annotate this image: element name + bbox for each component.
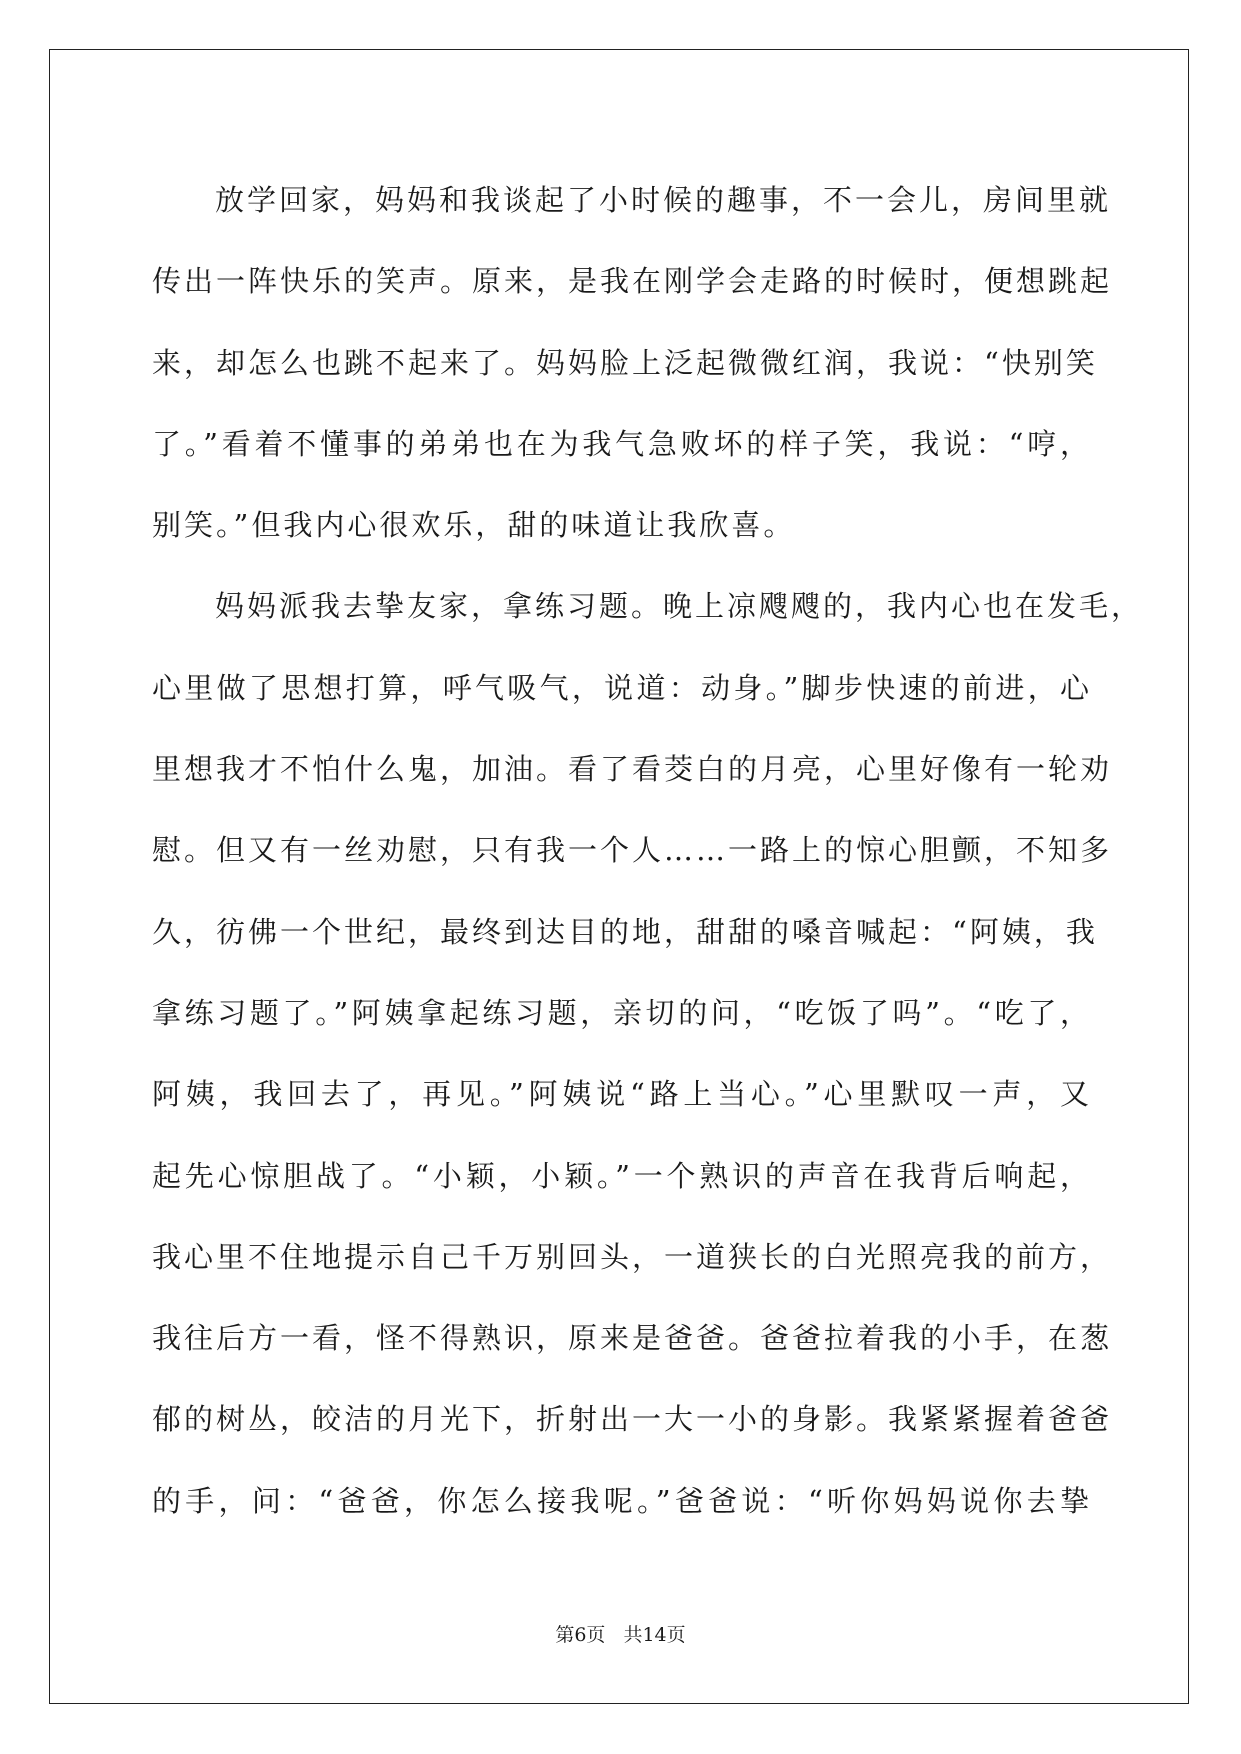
page-number: 第6页	[555, 1624, 606, 1646]
paragraph-1-line-4: 了。”看着不懂事的弟弟也在为我气急败坏的样子笑，我说：“哼，	[152, 426, 1092, 461]
paragraph-2-line-10: 我往后方一看，怪不得熟识，原来是爸爸。爸爸拉着我的小手，在葱	[152, 1321, 1113, 1356]
paragraph-2-line-8: 起先心惊胆战了。“小颖，小颖。”一个熟识的声音在我背后响起，	[152, 1158, 1092, 1193]
paragraph-1-line-3: 来，却怎么也跳不起来了。妈妈脸上泛起微微红润，我说：“快别笑	[152, 345, 1098, 380]
paragraph-2-line-11: 郁的树丛，皎洁的月光下，折射出一大一小的身影。我紧紧握着爸爸	[152, 1402, 1113, 1437]
paragraph-1-line-5: 别笑。”但我内心很欢乐，甜的味道让我欣喜。	[152, 508, 796, 543]
paragraph-2-line-12: 的手，问：“爸爸，你怎么接我呢。”爸爸说：“听你妈妈说你去挚	[152, 1483, 1092, 1518]
page-footer	[0, 1620, 1241, 1647]
paragraph-1-line-1: 放学回家，妈妈和我谈起了小时候的趣事，不一会儿，房间里就	[215, 183, 1112, 217]
document-body	[152, 160, 1144, 1542]
paragraph-2-line-6: 拿练习题了。”阿姨拿起练习题，亲切的问，“吃饭了吗”。“吃了，	[152, 995, 1092, 1030]
paragraph-2-line-7: 阿姨，我回去了，再见。”阿姨说“路上当心。”心里默叹一声，又	[152, 1077, 1092, 1112]
paragraph-2-line-3: 里想我才不怕什么鬼，加油。看了看茭白的月亮，心里好像有一轮劝	[152, 752, 1113, 787]
paragraph-2-line-5: 久，彷佛一个世纪，最终到达目的地，甜甜的嗓音喊起：“阿姨，我	[152, 914, 1098, 949]
paragraph-2-line-4: 慰。但又有一丝劝慰，只有我一个人……一路上的惊心胆颤，不知多	[152, 833, 1113, 868]
paragraph-2-line-2: 心里做了思想打算，呼气吸气，说道：动身。”脚步快速的前进，心	[152, 670, 1092, 705]
paragraph-2-line-1: 妈妈派我去挚友家，拿练习题。晚上凉飕飕的，我内心也在发毛，	[215, 589, 1144, 624]
paragraph-2-line-9: 我心里不住地提示自己千万别回头，一道狭长的白光照亮我的前方，	[152, 1239, 1113, 1274]
paragraph-1-line-2: 传出一阵快乐的笑声。原来，是我在刚学会走路的时候时，便想跳起	[152, 264, 1113, 299]
page-total: 共14页	[623, 1624, 686, 1646]
